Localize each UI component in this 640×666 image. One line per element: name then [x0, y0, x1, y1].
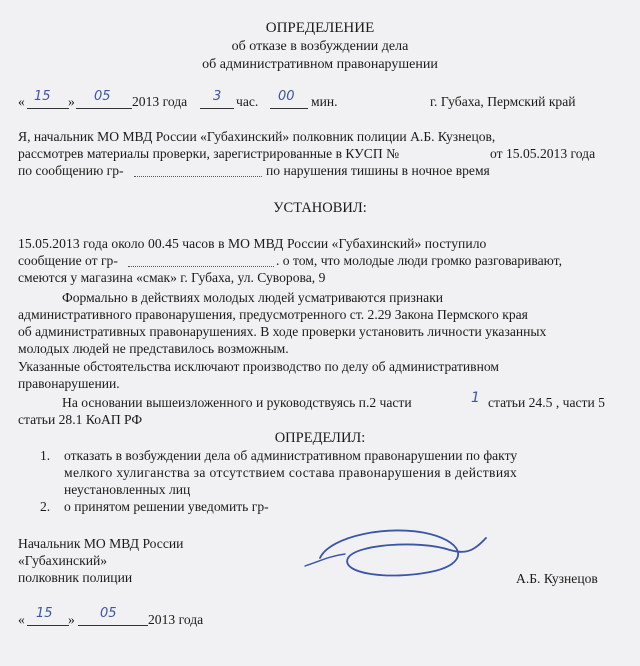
- body-p3-line-2: правонарушении.: [18, 376, 120, 391]
- day-underline: [27, 108, 69, 109]
- footer-quote-close: »: [68, 612, 75, 627]
- decision-2-number: 2.: [40, 499, 51, 514]
- redacted-name-line: [134, 176, 262, 177]
- section-heading-decided: ОПРЕДЕЛИЛ:: [274, 430, 366, 446]
- decision-1-line-2: мелкого хулиганства за отсутствием состава правонарушения в действиях: [64, 465, 518, 480]
- body-p1-line-3: смеются у магазина «смак» г. Губаха, ул. Суворова, 9: [18, 270, 326, 285]
- decision-2-line-1: о принятом решении уведомить гр-: [64, 499, 269, 514]
- body-p2-line-2: административного правонарушения, предусмотренного ст. 2.29 Закона Пермского края: [18, 307, 528, 322]
- month-underline: [76, 108, 132, 109]
- body-p1-line-2a: сообщение от гр-: [18, 253, 118, 268]
- body-p2-line-3: об административных правонарушениях. В ходе проверки установить личности указанных: [18, 324, 547, 339]
- intro-line-1: Я, начальник МО МВД России «Губахинский» полковник полиции А.Б. Кузнецов,: [18, 129, 496, 144]
- document-title: ОПРЕДЕЛЕНИЕ: [265, 20, 375, 36]
- body-p1-line-1: 15.05.2013 года около 00.45 часов в МО МВД России «Губахинский» поступило: [18, 236, 487, 251]
- document-subtitle-2: об административном правонарушении: [202, 57, 438, 72]
- document-place: г. Губаха, Пермский край: [430, 94, 576, 109]
- footer-quote-open: «: [18, 612, 25, 627]
- body-p4-line-1b: статьи 24.5 , части 5: [488, 395, 605, 410]
- signatory-role-3: полковник полиции: [18, 570, 133, 585]
- redacted-name-line: [128, 266, 274, 267]
- date-day: 15: [34, 89, 51, 104]
- date-month: 05: [94, 89, 111, 104]
- body-p4-line-1a: На основании вышеизложенного и руководствуясь п.2 части: [62, 395, 412, 410]
- footer-date-year: 2013 года: [148, 612, 204, 627]
- signatory-name: А.Б. Кузнецов: [516, 571, 598, 586]
- footer-date-month: 05: [100, 606, 117, 621]
- intro-line-3b: по нарушения тишины в ночное время: [266, 163, 490, 178]
- decision-1-line-3: неустановленных лиц: [64, 482, 191, 497]
- body-p3-line-1: Указанные обстоятельства исключают производство по делу об административном: [18, 359, 500, 374]
- decision-1-line-1: отказать в возбуждении дела об административном правонарушении по факту: [64, 448, 518, 463]
- decision-1-number: 1.: [40, 448, 51, 463]
- signature-scribble: [300, 516, 490, 586]
- body-p4-line-2: статьи 28.1 КоАП РФ: [18, 412, 143, 427]
- date-year: 2013 года: [132, 94, 188, 109]
- signatory-role-1: Начальник МО МВД России: [18, 536, 184, 551]
- minute-underline: [270, 108, 308, 109]
- body-p1-line-2b: . о том, что молодые люди громко разговаривают,: [276, 253, 562, 268]
- date-quote-open: «: [18, 94, 25, 109]
- bleed-through-mark: [430, 78, 433, 90]
- footer-month-underline: [78, 625, 148, 626]
- section-heading-established: УСТАНОВИЛ:: [273, 200, 367, 216]
- time-minute: 00: [278, 89, 295, 104]
- intro-line-2b: от 15.05.2013 года: [490, 146, 596, 161]
- body-p2-line-1: Формально в действиях молодых людей усматриваются признаки: [62, 290, 444, 305]
- date-quote-close: »: [68, 94, 75, 109]
- footer-day-underline: [27, 625, 69, 626]
- intro-line-2a: рассмотрев материалы проверки, зарегистрированные в КУСП №: [18, 146, 400, 161]
- time-minute-label: мин.: [311, 94, 338, 109]
- hour-underline: [200, 108, 234, 109]
- signatory-role-2: «Губахинский»: [18, 553, 108, 568]
- document-subtitle-1: об отказе в возбуждении дела: [231, 39, 409, 54]
- time-hour-label: час.: [236, 94, 259, 109]
- body-p2-line-4: молодых людей не представилось возможным.: [18, 341, 289, 356]
- footer-date-day: 15: [36, 606, 53, 621]
- body-p4-part-number: 1: [471, 390, 480, 406]
- intro-line-3a: по сообщению гр-: [18, 163, 124, 178]
- time-hour: 3: [213, 89, 222, 104]
